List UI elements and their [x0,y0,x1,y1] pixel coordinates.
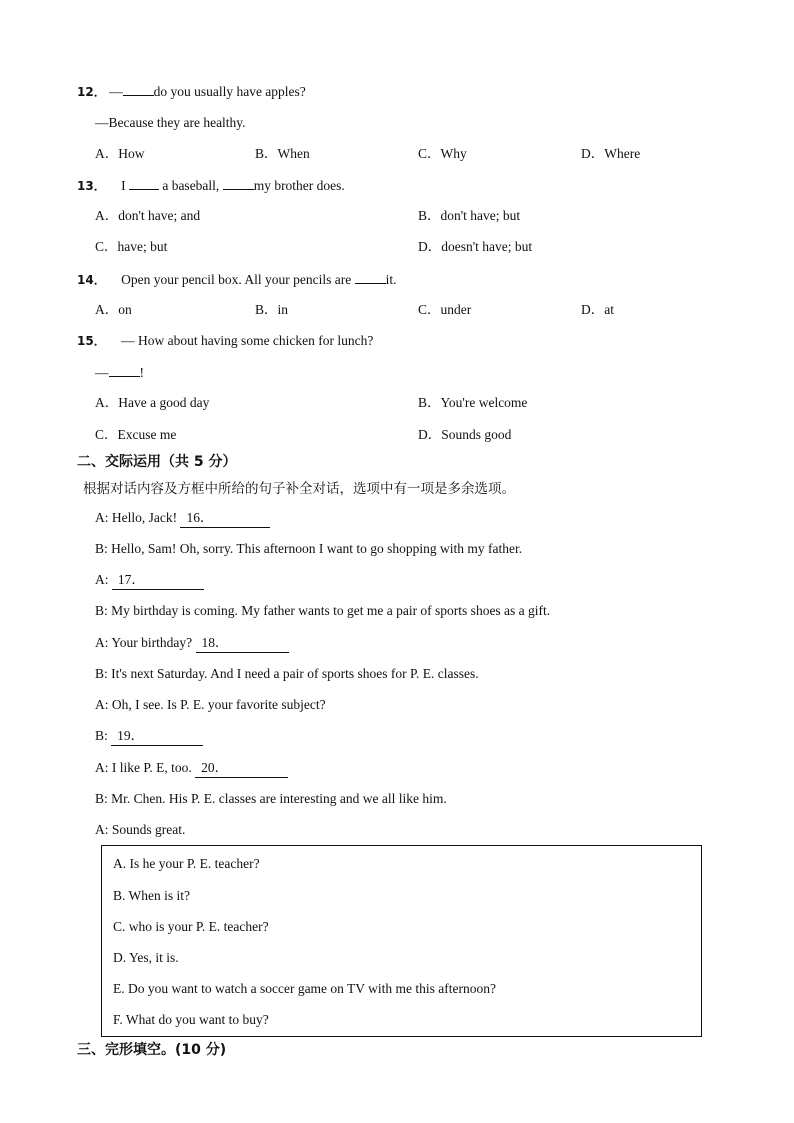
question-text-b: it. [385,272,397,287]
question-text: — How about having some chicken for lunch? [121,333,374,348]
box-option-f: F. What do you want to buy? [113,1012,269,1027]
option-d[interactable]: D．at [581,302,614,317]
question-number: 13． [77,179,106,193]
dialogue-line: B: It's next Saturday. And I need a pair of sports shoes for P. E. classes. [95,666,479,681]
answer-blank[interactable]: 19． [111,727,203,746]
answer-blank[interactable]: 17． [112,571,204,590]
question-text-b: a baseball, [158,178,223,193]
option-b[interactable]: B．When [255,146,310,161]
option-a[interactable]: A．don't have; and [95,208,201,223]
question-number: 14． [77,273,106,287]
dialogue-line: B: 19． [95,727,203,746]
answer-blank[interactable]: 20． [195,759,288,778]
question-text-a: I [121,178,129,193]
option-c[interactable]: C．have; but [95,239,168,254]
box-option-c: C. who is your P. E. teacher? [113,919,269,934]
option-b[interactable]: B．don't have; but [418,208,521,223]
dialogue-line: B: My birthday is coming. My father wants to get me a pair of sports shoes as a gift. [95,603,551,618]
dialogue-line: A: Hello, Jack! 16． [95,509,270,528]
question-12-reply: —Because they are healthy. [95,115,246,130]
dialogue-line: A: Your birthday? 18． [95,634,289,653]
reply-end: ! [139,365,144,380]
reply-dash: — [95,365,109,380]
box-option-b: B. When is it? [113,888,190,903]
options-box [101,845,702,1037]
dialogue-line: A: Sounds great. [95,822,186,837]
section-2-title: 二、交际运用（共 5 分） [77,454,237,470]
dialogue-line: A: Oh, I see. Is P. E. your favorite subject? [95,697,326,712]
question-text: do you usually have apples? [153,84,306,99]
question-number: 12． [77,85,106,99]
answer-blank[interactable] [109,363,140,377]
option-a[interactable]: A．How [95,146,145,161]
option-d[interactable]: D．Sounds good [418,427,512,442]
option-b[interactable]: B．in [255,302,289,317]
answer-blank[interactable] [129,176,159,190]
question-dash: — [109,84,123,99]
question-15 [77,332,373,350]
answer-blank[interactable] [123,82,154,96]
question-text-a: Open your pencil box. All your pencils are [121,272,355,287]
dialogue-line: A: 17． [95,571,204,590]
question-text-c: my brother does. [253,178,345,193]
option-b[interactable]: B．You're welcome [418,395,528,410]
option-a[interactable]: A．on [95,302,132,317]
question-15-reply [95,363,144,382]
box-option-e: E. Do you want to watch a soccer game on TV with me this afternoon? [113,981,497,996]
option-d[interactable]: D．doesn't have; but [418,239,533,254]
dialogue-line: A: I like P. E, too. 20． [95,759,288,778]
option-a[interactable]: A．Have a good day [95,395,210,410]
answer-blank[interactable] [355,270,386,284]
answer-blank[interactable]: 18． [196,634,289,653]
dialogue-line: B: Mr. Chen. His P. E. classes are interesting and we all like him. [95,791,447,806]
question-number: 15． [77,334,106,348]
question-13 [77,176,345,195]
answer-blank[interactable] [223,176,254,190]
section-2-instruction: 根据对话内容及方框中所给的句子补全对话，选项中有一项是多余选项。 [83,481,515,497]
question-14 [77,270,397,289]
question-12 [77,82,306,101]
box-option-d: D. Yes, it is. [113,950,179,965]
option-d[interactable]: D．Where [581,146,641,161]
dialogue-line: B: Hello, Sam! Oh, sorry. This afternoon I want to go shopping with my father. [95,541,523,556]
answer-blank[interactable]: 16． [180,509,270,528]
option-c[interactable]: C．Why [418,146,467,161]
section-3-title: 三、完形填空。(10 分) [77,1042,227,1058]
option-c[interactable]: C．under [418,302,472,317]
option-c[interactable]: C．Excuse me [95,427,177,442]
box-option-a: A. Is he your P. E. teacher? [113,856,260,871]
